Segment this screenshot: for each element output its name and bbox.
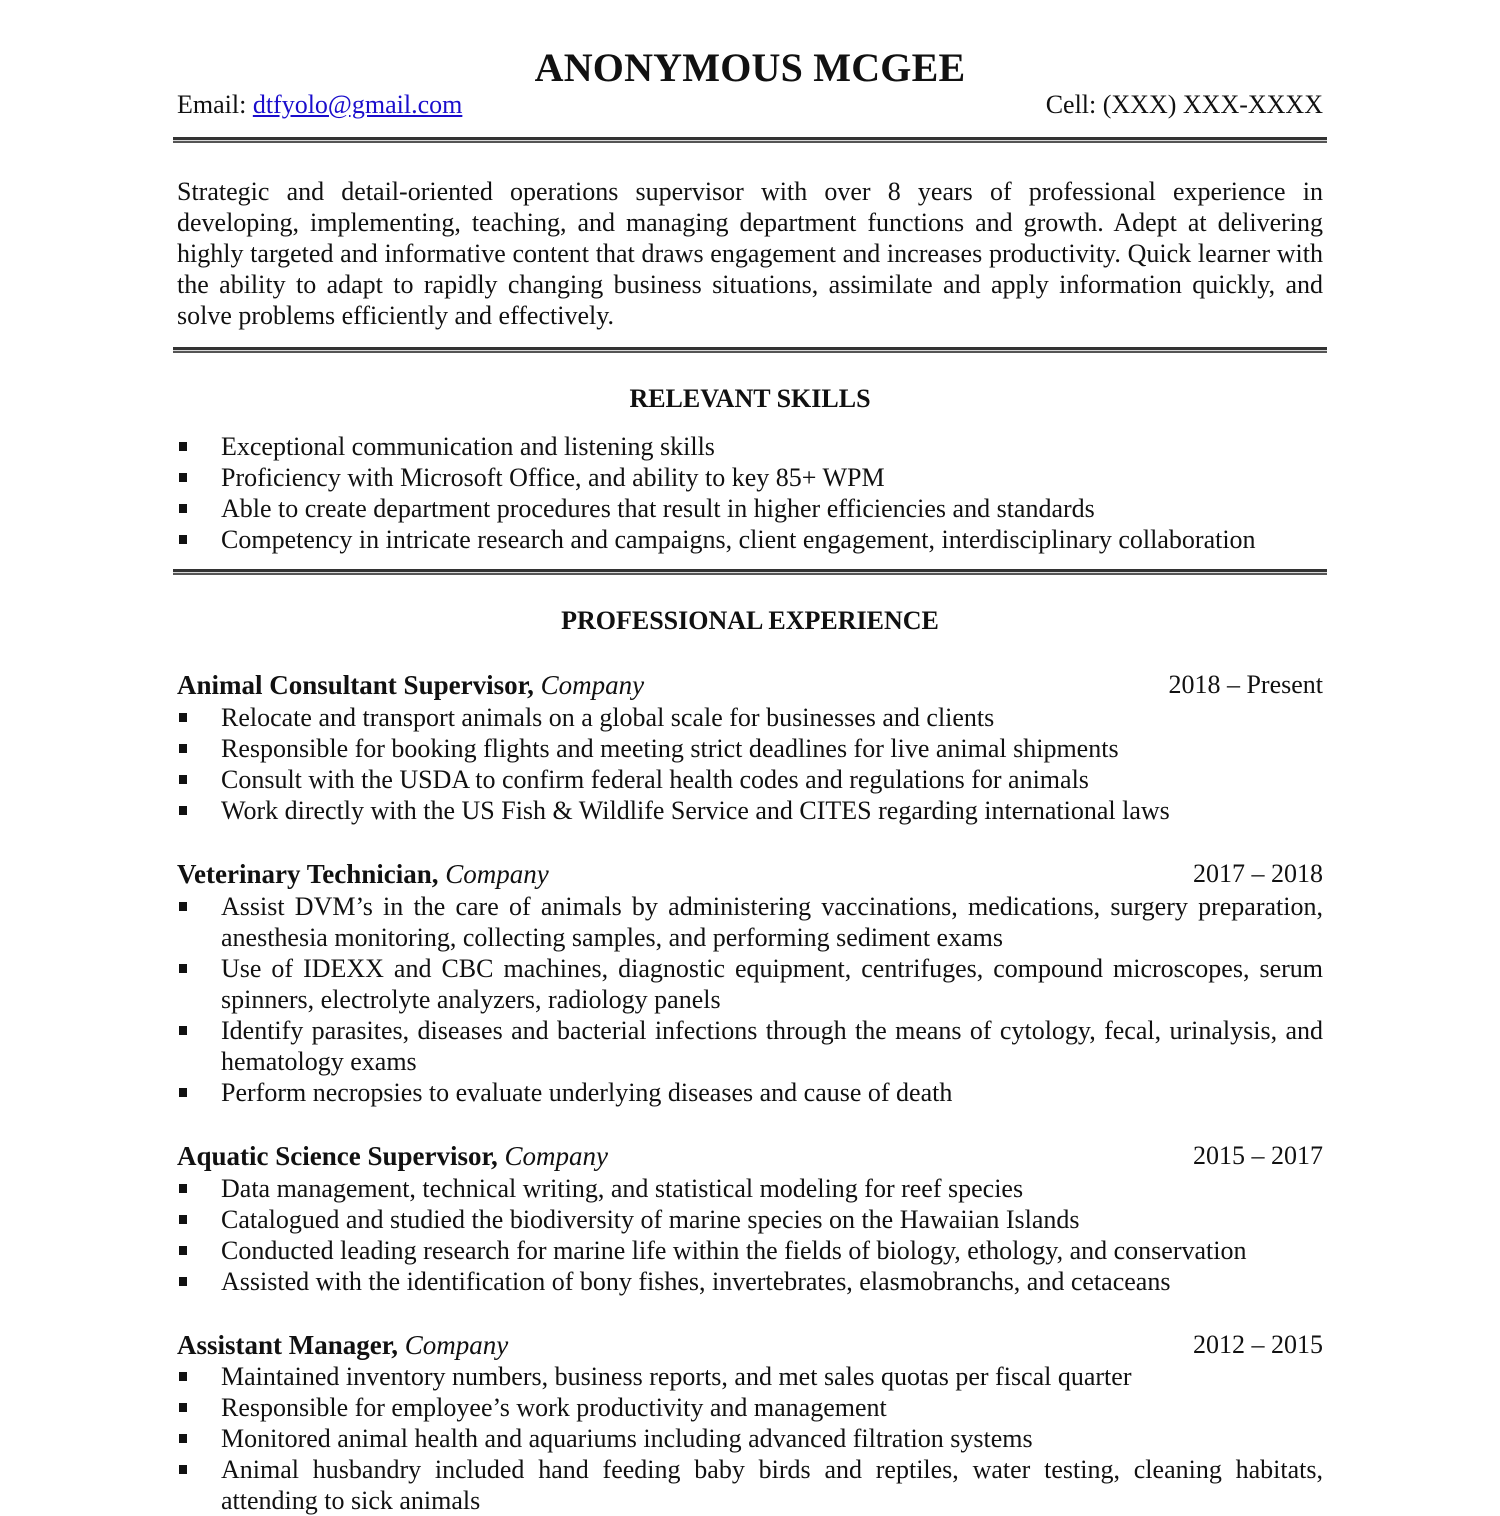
bullet-square-icon — [179, 1088, 187, 1097]
cell-block — [1046, 89, 1323, 121]
bullet-square-icon — [179, 964, 187, 973]
contact-line — [177, 89, 1323, 121]
job-company: Company — [504, 1141, 609, 1171]
list-item: Competency in intricate research and campaigns, client engagement, interdisciplinary collaboration — [177, 524, 1323, 555]
job-company: Company — [445, 859, 549, 889]
bullet-square-icon — [179, 1277, 187, 1286]
bullet-square-icon — [179, 1184, 187, 1193]
job-bullets — [177, 1173, 1323, 1297]
list-item: Responsible for employee’s work productivity and management — [177, 1392, 1323, 1423]
experience-heading: PROFESSIONAL EXPERIENCE — [561, 606, 939, 635]
job-company: Company — [540, 670, 645, 700]
bullet-square-icon — [179, 535, 187, 544]
cell-label: Cell: — [1045, 90, 1097, 119]
bullet-square-icon — [179, 806, 187, 815]
job-title: Aquatic Science Supervisor, — [177, 1141, 498, 1171]
list-item: Data management, technical writing, and statistical modeling for reef species — [177, 1173, 1323, 1204]
job-title: Assistant Manager, — [177, 1330, 399, 1360]
job-bullets — [177, 702, 1323, 826]
list-item: Able to create department procedures that result in higher efficiencies and standards — [177, 493, 1323, 524]
bullet-square-icon — [179, 1434, 187, 1443]
list-item: Maintained inventory numbers, business reports, and met sales quotas per fiscal quarter — [177, 1361, 1323, 1392]
bullet-square-icon — [179, 1026, 187, 1035]
bullet-square-icon — [179, 504, 187, 513]
divider — [173, 137, 1327, 143]
bullet-square-icon — [179, 473, 187, 482]
job-title: Animal Consultant Supervisor, — [177, 670, 534, 700]
candidate-name: ANONYMOUS MCGEE — [534, 45, 966, 90]
skills-list — [177, 431, 1323, 555]
job-header — [177, 1140, 1323, 1172]
list-item: Perform necropsies to evaluate underlying diseases and cause of death — [177, 1077, 1323, 1108]
job-header — [177, 1329, 1323, 1361]
summary-paragraph: Strategic and detail-oriented operations supervisor with over 8 years of professional experience in developing, implementing, teaching, and managing department functions and growth. Adept at delivering highly targeted and informative content that draws engagement and increases productivity. Quick learner with the ability to adapt to rapidly changing business situations, assimilate and apply information quickly, and solve problems efficiently and effectively. — [177, 177, 1323, 330]
list-item: Assisted with the identification of bony fishes, invertebrates, elasmobranchs, and cetaceans — [177, 1266, 1323, 1297]
list-item: Consult with the USDA to confirm federal health codes and regulations for animals — [177, 764, 1323, 795]
list-item: Conducted leading research for marine life within the fields of biology, ethology, and conservation — [177, 1235, 1323, 1266]
bullet-square-icon — [179, 1465, 187, 1474]
list-item: Use of IDEXX and CBC machines, diagnostic equipment, centrifuges, compound microscopes, serum spinners, electrolyte analyzers, radiology panels — [177, 953, 1323, 1015]
list-item: Assist DVM’s in the care of animals by administering vaccinations, medications, surgery preparation, anesthesia monitoring, collecting samples, and performing sediment exams — [177, 891, 1323, 953]
list-item: Exceptional communication and listening skills — [177, 431, 1323, 462]
divider — [173, 569, 1327, 575]
job-dates: 2018 – Present — [1168, 670, 1323, 699]
job-bullets — [177, 1361, 1323, 1516]
job-bullets — [177, 891, 1323, 1108]
list-item: Proficiency with Microsoft Office, and ability to key 85+ WPM — [177, 462, 1323, 493]
bullet-square-icon — [179, 1215, 187, 1224]
bullet-square-icon — [179, 744, 187, 753]
bullet-square-icon — [179, 1403, 187, 1412]
job-company: Company — [404, 1330, 509, 1360]
bullet-square-icon — [179, 902, 187, 911]
job-dates: 2012 – 2015 — [1193, 1330, 1323, 1359]
bullet-square-icon — [179, 1372, 187, 1381]
list-item: Animal husbandry included hand feeding baby birds and reptiles, water testing, cleaning habitats, attending to sick animals — [177, 1454, 1323, 1516]
list-item: Responsible for booking flights and meeting strict deadlines for live animal shipments — [177, 733, 1323, 764]
bullet-square-icon — [179, 775, 187, 784]
bullet-square-icon — [179, 442, 187, 451]
list-item: Relocate and transport animals on a global scale for businesses and clients — [177, 702, 1323, 733]
bullet-square-icon — [179, 1246, 187, 1255]
job-dates: 2017 – 2018 — [1193, 859, 1323, 888]
list-item: Monitored animal health and aquariums including advanced filtration systems — [177, 1423, 1323, 1454]
email-link[interactable]: dtfyolo@gmail.com — [252, 90, 463, 119]
email-label: Email: — [177, 90, 247, 119]
divider — [173, 347, 1327, 353]
list-item: Work directly with the US Fish & Wildlife Service and CITES regarding international laws — [177, 795, 1323, 826]
list-item: Catalogued and studied the biodiversity of marine species on the Hawaiian Islands — [177, 1204, 1323, 1235]
job-header — [177, 858, 1323, 890]
list-item: Identify parasites, diseases and bacterial infections through the means of cytology, fecal, urinalysis, and hematology exams — [177, 1015, 1323, 1077]
job-dates: 2015 – 2017 — [1193, 1141, 1323, 1170]
job-header — [177, 669, 1323, 701]
skills-heading: RELEVANT SKILLS — [629, 384, 871, 413]
cell-number: (XXX) XXX-XXXX — [1102, 90, 1323, 119]
bullet-square-icon — [179, 713, 187, 722]
job-title: Veterinary Technician, — [177, 859, 439, 889]
email-block — [177, 89, 462, 121]
